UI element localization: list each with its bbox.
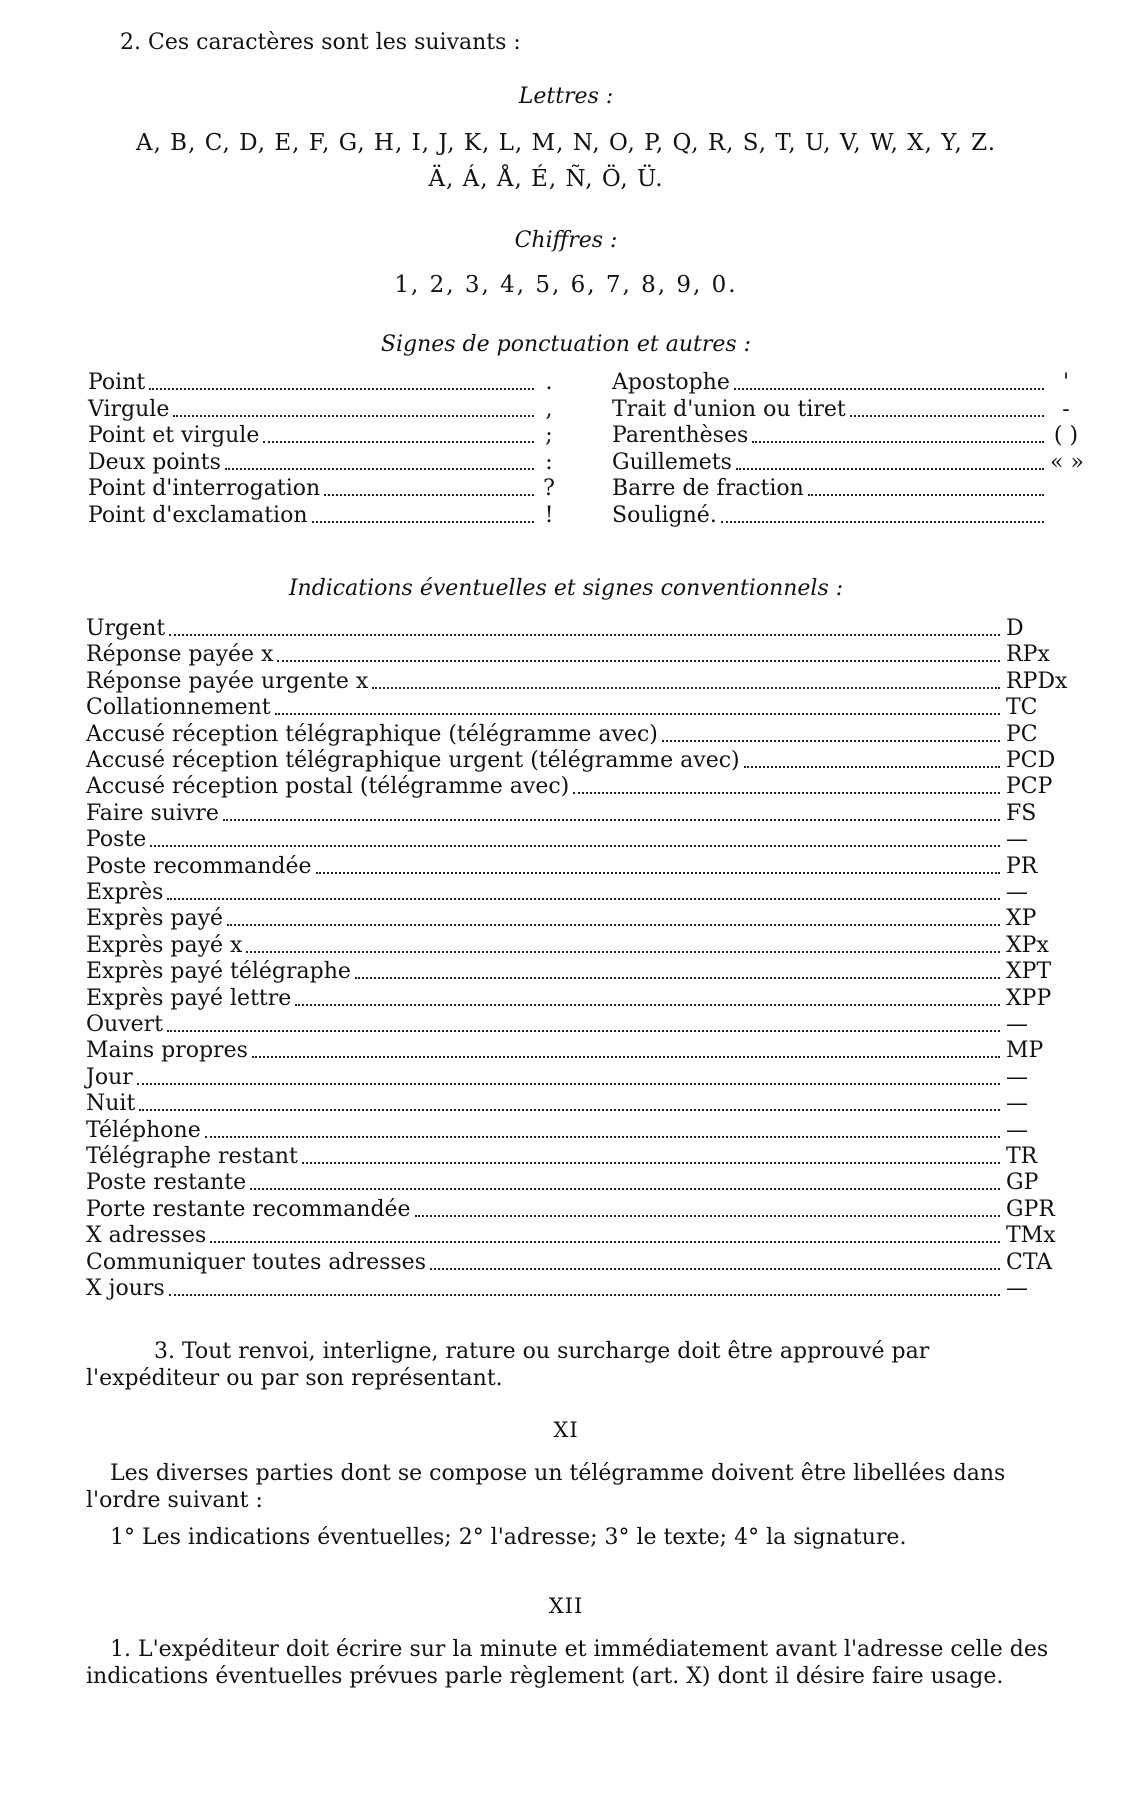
- indication-row: [86, 616, 1076, 642]
- indication-value: XP: [1006, 906, 1037, 932]
- punctuation-label: Point: [88, 370, 146, 395]
- punctuation-value: ?: [543, 476, 555, 501]
- indication-row: [86, 1170, 1076, 1196]
- indication-value: PC: [1006, 721, 1038, 747]
- punctuation-label: Deux points: [88, 449, 221, 475]
- dotted-leader: [227, 923, 1000, 926]
- indication-row: [86, 1197, 1076, 1223]
- dotted-leader: [167, 897, 1000, 900]
- dotted-leader: [316, 871, 1000, 874]
- indication-label: Accusé réception télégraphique (télégramme avec): [86, 721, 658, 747]
- dotted-leader: [223, 818, 1000, 821]
- indication-value: XPx: [1006, 932, 1049, 958]
- indication-row: [86, 695, 1076, 721]
- punctuation-label: Trait d'union ou tiret: [612, 396, 846, 422]
- dotted-leader: [573, 791, 1000, 794]
- punctuation-label: Parenthèses: [612, 423, 749, 448]
- indication-row: [86, 906, 1076, 932]
- indication-row: [86, 774, 1076, 800]
- dotted-leader: [246, 950, 1000, 953]
- punctuation-value: « »: [1050, 449, 1084, 475]
- punctuation-value: ': [1062, 370, 1070, 395]
- indication-value: RPx: [1006, 642, 1050, 668]
- punctuation-label: Virgule: [88, 396, 170, 422]
- indication-label: Téléphone: [86, 1117, 201, 1143]
- indication-row: [86, 827, 1076, 853]
- indication-value: PR: [1006, 853, 1038, 879]
- dotted-leader: [169, 1293, 1000, 1296]
- indication-row: [86, 1144, 1076, 1170]
- indication-row: [86, 986, 1076, 1012]
- indication-label: Faire suivre: [86, 800, 219, 826]
- indication-row: [86, 880, 1076, 906]
- dotted-leader: [263, 440, 534, 443]
- punctuation-label: Barre de fraction: [612, 476, 804, 501]
- punctuation-value: ,: [545, 396, 553, 422]
- indication-value: —: [1006, 1064, 1028, 1090]
- indication-label: Mains propres: [86, 1038, 248, 1064]
- indication-value: TC: [1006, 695, 1038, 721]
- dotted-leader: [752, 440, 1044, 443]
- indication-row: [86, 1223, 1076, 1249]
- punctuation-row: [612, 450, 1082, 476]
- punctuation-label: Point d'interrogation: [88, 476, 321, 501]
- indication-row: [86, 1012, 1076, 1038]
- indication-value: PCD: [1006, 748, 1056, 773]
- indication-row: [86, 1091, 1076, 1117]
- indication-row: [86, 1065, 1076, 1091]
- indication-label: Exprès payé lettre: [86, 985, 292, 1011]
- punctuation-row: [88, 476, 558, 502]
- dotted-leader: [167, 1029, 1000, 1032]
- letters-line-2: Ä, Á, Å, É, Ñ, Ö, Ü.: [428, 166, 664, 192]
- dotted-leader: [744, 765, 1000, 768]
- dotted-leader: [250, 1187, 1000, 1190]
- dotted-leader: [302, 1161, 1000, 1164]
- indication-value: PCP: [1006, 774, 1053, 800]
- dotted-leader: [736, 467, 1044, 470]
- indication-value: MP: [1006, 1038, 1044, 1064]
- indication-label: Exprès: [86, 880, 164, 905]
- indication-row: [86, 959, 1076, 985]
- indication-label: Jour: [86, 1064, 133, 1090]
- dotted-leader: [324, 493, 534, 496]
- indication-label: Exprès payé: [86, 906, 224, 932]
- indication-label: Réponse payée urgente x: [86, 668, 369, 694]
- paragraph-xi: Les diverses parties dont se compose un télégramme doivent être libellées dans l'ordre suivant :: [86, 1461, 1006, 1513]
- indication-value: D: [1006, 616, 1024, 641]
- indication-value: —: [1006, 1117, 1028, 1143]
- punctuation-heading: Signes de ponctuation et autres :: [380, 332, 752, 357]
- letters-line-1: A, B, C, D, E, F, G, H, I, J, K, L, M, N, O, P, Q, R, S, T, U, V, W, X, Y, Z.: [135, 130, 997, 156]
- dotted-leader: [275, 712, 1000, 715]
- indication-label: Poste: [86, 827, 147, 853]
- dotted-leader: [721, 520, 1044, 523]
- punctuation-row: [88, 503, 558, 529]
- indication-row: [86, 748, 1076, 774]
- punctuation-value: ;: [545, 423, 553, 448]
- indication-value: TR: [1006, 1144, 1038, 1169]
- indications-heading: Indications éventuelles et signes conventionnels :: [288, 576, 844, 601]
- dotted-leader: [137, 1082, 1000, 1085]
- dotted-leader: [225, 467, 534, 470]
- section-xii-heading: XII: [548, 1594, 584, 1618]
- dotted-leader: [252, 1055, 1000, 1058]
- indication-label: Collationnement: [86, 695, 271, 721]
- dotted-leader: [139, 1108, 1000, 1111]
- dotted-leader: [277, 659, 1000, 662]
- indication-row: [86, 933, 1076, 959]
- indication-value: FS: [1006, 800, 1037, 826]
- digits-heading: Chiffres :: [514, 228, 618, 253]
- indication-row: [86, 669, 1076, 695]
- indication-value: —: [1006, 880, 1028, 905]
- indication-label: Poste recommandée: [86, 853, 312, 879]
- punctuation-row: [612, 503, 1082, 529]
- section-xi-heading: XI: [553, 1418, 579, 1442]
- indication-label: Nuit: [86, 1091, 136, 1117]
- digits-line: 1, 2, 3, 4, 5, 6, 7, 8, 9, 0.: [394, 272, 738, 298]
- indication-value: RPDx: [1006, 668, 1068, 694]
- punctuation-value: :: [545, 449, 553, 475]
- dotted-leader: [210, 1240, 1000, 1243]
- dotted-leader: [355, 976, 1000, 979]
- indication-label: Accusé réception postal (télégramme avec): [86, 774, 570, 800]
- list-xi: 1° Les indications éventuelles; 2° l'adresse; 3° le texte; 4° la signature.: [110, 1525, 907, 1550]
- dotted-leader: [169, 633, 1000, 636]
- indication-label: Exprès payé x: [86, 932, 243, 958]
- indication-label: Poste restante: [86, 1170, 247, 1196]
- indication-row: [86, 1276, 1076, 1302]
- punctuation-label: Point d'exclamation: [88, 502, 308, 528]
- indication-value: CTA: [1006, 1249, 1053, 1275]
- punctuation-row: [88, 423, 558, 449]
- dotted-leader: [415, 1214, 1000, 1217]
- punctuation-label: Guillemets: [612, 449, 732, 475]
- indication-value: GPR: [1006, 1196, 1055, 1222]
- indication-label: Télégraphe restant: [86, 1144, 298, 1169]
- dotted-leader: [850, 414, 1044, 417]
- indication-label: Ouvert: [86, 1012, 164, 1037]
- paragraph-xii: 1. L'expéditeur doit écrire sur la minute et immédiatement avant l'adresse celle des indications éventuelles prévues parle règlement (art. X) dont il désire faire usage.: [86, 1637, 1049, 1689]
- dotted-leader: [430, 1267, 1000, 1270]
- dotted-leader: [312, 520, 535, 523]
- letters-heading: Lettres :: [518, 84, 614, 109]
- indication-label: Accusé réception télégraphique urgent (télégramme avec): [86, 748, 740, 773]
- indication-row: [86, 642, 1076, 668]
- punctuation-row: [612, 423, 1082, 449]
- punctuation-row: [612, 370, 1082, 396]
- indication-row: [86, 722, 1076, 748]
- dotted-leader: [205, 1135, 1000, 1138]
- punctuation-value: !: [544, 502, 554, 528]
- indication-row: [86, 854, 1076, 880]
- indication-value: —: [1006, 1276, 1028, 1301]
- indication-row: [86, 1038, 1076, 1064]
- indication-label: X adresses: [86, 1223, 207, 1249]
- indication-value: TMx: [1006, 1223, 1056, 1249]
- punctuation-row: [612, 397, 1082, 423]
- indication-value: GP: [1006, 1170, 1039, 1196]
- punctuation-row: [88, 370, 558, 396]
- punctuation-value: ( ): [1053, 423, 1079, 448]
- dotted-leader: [295, 1003, 1000, 1006]
- indication-label: Porte restante recommandée: [86, 1196, 411, 1222]
- indication-value: —: [1006, 1091, 1028, 1117]
- indication-value: XPT: [1006, 959, 1052, 985]
- punctuation-label: Point et virgule: [88, 423, 260, 448]
- indication-label: X jours: [86, 1276, 165, 1301]
- indication-label: Urgent: [86, 616, 166, 641]
- indication-row: [86, 801, 1076, 827]
- paragraph-3: 3. Tout renvoi, interligne, rature ou surcharge doit être approuvé par l'expéditeur ou par son représentant.: [86, 1339, 930, 1391]
- punctuation-label: Souligné.: [612, 502, 717, 528]
- punctuation-row: [88, 450, 558, 476]
- indication-value: XPP: [1006, 985, 1052, 1011]
- dotted-leader: [662, 739, 1000, 742]
- indication-row: [86, 1118, 1076, 1144]
- dotted-leader: [372, 686, 1000, 689]
- punctuation-value: .: [545, 370, 553, 395]
- dotted-leader: [149, 387, 534, 390]
- punctuation-row: [612, 476, 1082, 502]
- punctuation-label: Apostophe: [612, 370, 730, 395]
- punctuation-value: -: [1062, 396, 1070, 422]
- indication-value: —: [1006, 1012, 1028, 1037]
- dotted-leader: [734, 387, 1044, 390]
- dotted-leader: [808, 493, 1044, 496]
- indication-label: Réponse payée x: [86, 642, 274, 668]
- indication-value: —: [1006, 827, 1028, 853]
- indication-label: Communiquer toutes adresses: [86, 1249, 426, 1275]
- intro-line: 2. Ces caractères sont les suivants :: [120, 30, 521, 55]
- indication-label: Exprès payé télégraphe: [86, 959, 351, 985]
- indication-row: [86, 1250, 1076, 1276]
- dotted-leader: [173, 414, 534, 417]
- punctuation-row: [88, 397, 558, 423]
- dotted-leader: [150, 844, 1000, 847]
